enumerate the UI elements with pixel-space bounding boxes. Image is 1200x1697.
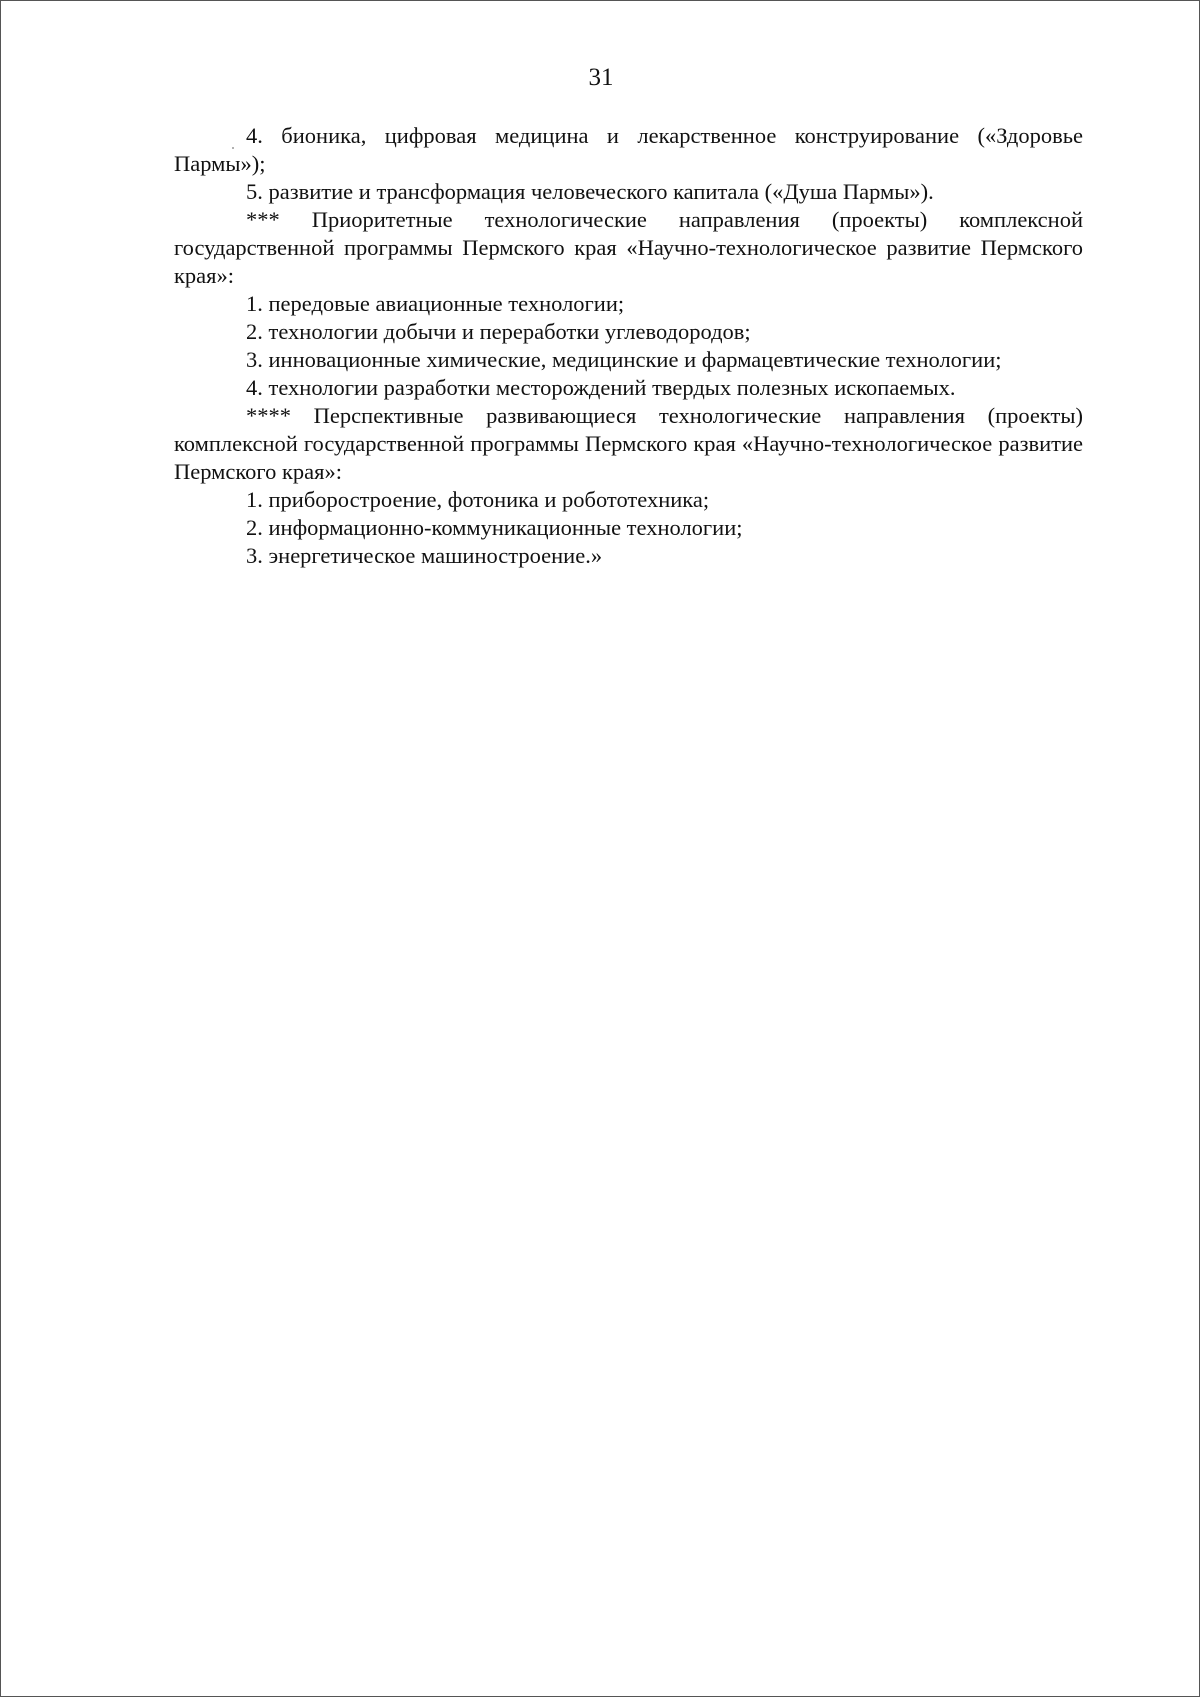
document-body [174, 122, 1083, 570]
list-item-aviation: 1. передовые авиационные технологии; [246, 291, 625, 316]
paragraph-perspective-directions: **** Перспективные развивающиеся технологические направления (проекты) комплексной государственной программы Пермского края «Научно-технологическое развитие Пермского края»: [174, 403, 1083, 484]
list-item-photonics: 1. приборостроение, фотоника и робототехника; [246, 487, 710, 512]
list-item-power-engineering: 3. энергетическое машиностроение.» [246, 543, 603, 568]
page-number: 31 [588, 64, 614, 91]
paragraph-bionics: 4. бионика, цифровая медицина и лекарственное конструирование («Здоровье Пармы»); [174, 123, 1083, 176]
list-item-hydrocarbons: 2. технологии добычи и переработки углеводородов; [246, 319, 751, 344]
list-item-ict: 2. информационно-коммуникационные технологии; [246, 515, 743, 540]
paragraph-priority-directions: *** Приоритетные технологические направления (проекты) комплексной государственной программы Пермского края «Научно-технологическое развитие Пермского края»: [174, 207, 1083, 288]
list-item-chemical-medical: 3. инновационные химические, медицинские и фармацевтические технологии; [246, 347, 1002, 372]
list-item-mining: 4. технологии разработки месторождений твердых полезных ископаемых. [246, 375, 956, 400]
paragraph-human-capital: 5. развитие и трансформация человеческого капитала («Душа Пармы»). [246, 179, 934, 204]
